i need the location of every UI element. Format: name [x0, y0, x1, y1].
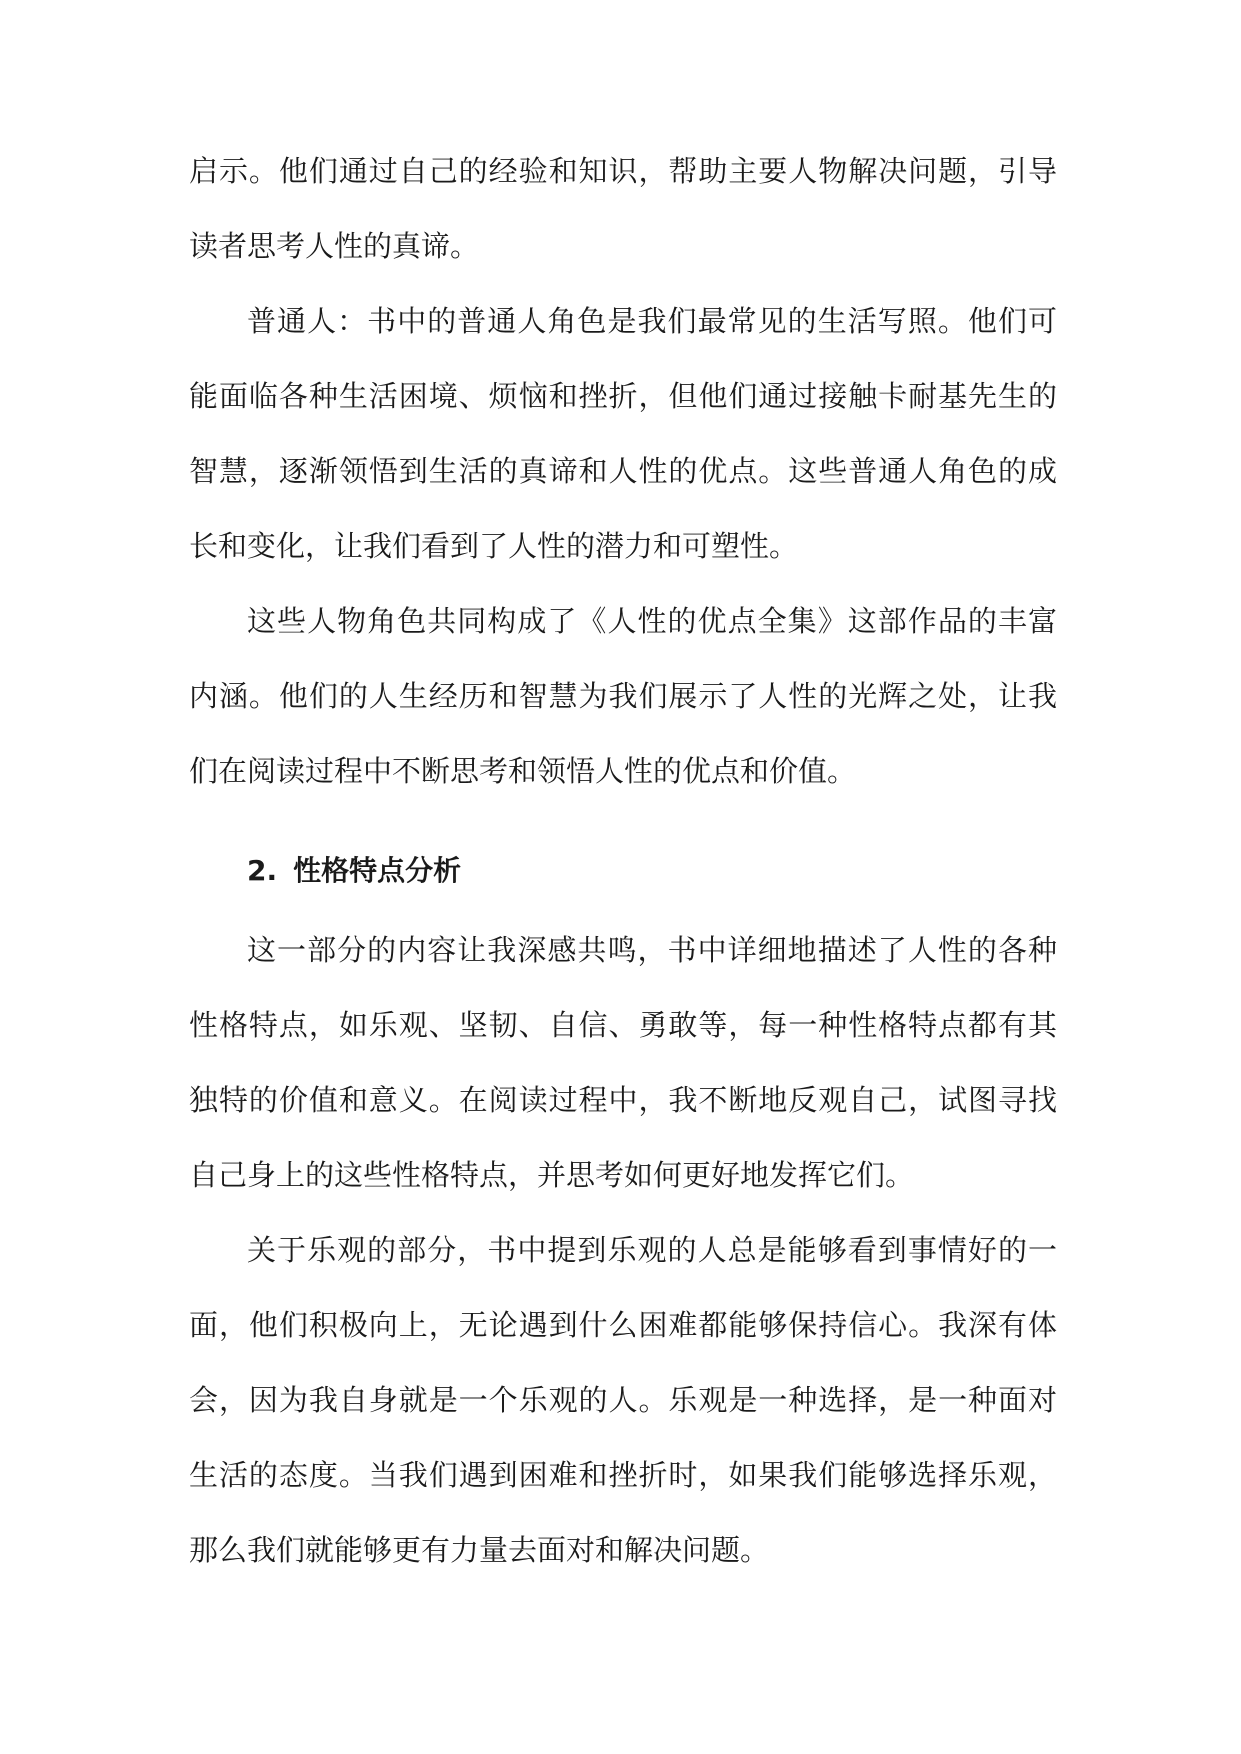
section-number: 2. — [247, 854, 278, 887]
section-title: 性格特点分析 — [293, 854, 462, 887]
paragraph-ordinary-people: 普通人：书中的普通人角色是我们最常见的生活写照。他们可能面临各种生活困境、烦恼和挫折，但他们通过接触卡耐基先生的智慧，逐渐领悟到生活的真谛和人性的优点。这些普通人角色的成长和变化，让我们看到了人性的潜力和可塑性。 — [189, 304, 1057, 563]
section-heading — [247, 846, 461, 896]
paragraph-traits-intro: 这一部分的内容让我深感共鸣，书中详细地描述了人性的各种性格特点，如乐观、坚韧、自信、勇敢等，每一种性格特点都有其独特的价值和意义。在阅读过程中，我不断地反观自己，试图寻找自己身上的这些性格特点，并思考如何更好地发挥它们。 — [189, 933, 1057, 1192]
paragraph-optimism: 关于乐观的部分，书中提到乐观的人总是能够看到事情好的一面，他们积极向上，无论遇到什么困难都能够保持信心。我深有体会，因为我自身就是一个乐观的人。乐观是一种选择，是一种面对生活的态度。当我们遇到困难和挫折时，如果我们能够选择乐观，那么我们就能够更有力量去面对和解决问题。 — [189, 1233, 1057, 1567]
paragraph-continuation: 启示。他们通过自己的经验和知识，帮助主要人物解决问题，引导读者思考人性的真谛。 — [189, 154, 1057, 263]
paragraph-characters-summary: 这些人物角色共同构成了《人性的优点全集》这部作品的丰富内涵。他们的人生经历和智慧为我们展示了人性的光辉之处，让我们在阅读过程中不断思考和领悟人性的优点和价值。 — [189, 604, 1057, 788]
